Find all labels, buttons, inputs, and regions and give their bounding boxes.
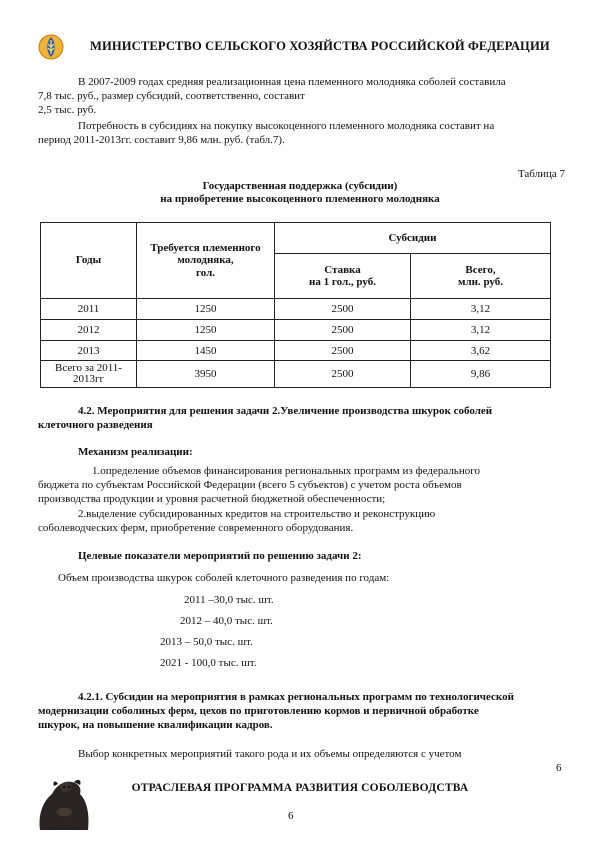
cell-rate: 2500 <box>275 320 411 341</box>
table-row <box>41 320 551 341</box>
mechanism-title: Механизм реализации: <box>78 446 193 458</box>
table-title: Государственная поддержка (субсидии) <box>202 180 398 192</box>
ministry-emblem-icon <box>38 34 64 60</box>
header-required: Требуется племенного молодняка, гол. <box>137 223 275 299</box>
header-subsidies: Субсидии <box>275 223 551 254</box>
target-item: 2012 – 40,0 тыс. шт. <box>180 615 273 627</box>
cell-rate: 2500 <box>275 299 411 320</box>
body-text: Выбор конкретных мероприятий такого рода и их объемы определяются с учетом <box>78 748 462 760</box>
ministry-title: МИНИСТЕРСТВО СЕЛЬСКОГО ХОЗЯЙСТВА РОССИЙСКОЙ ФЕДЕРАЦИИ <box>90 39 550 53</box>
mechanism-item: бюджета по субъектам Российской Федерации (всего 5 субъектов) с учетом роста объемов <box>38 479 462 491</box>
intro-line: В 2007-2009 годах средняя реализационная цена племенного молодняка соболей составила <box>78 76 506 88</box>
target-item: 2013 – 50,0 тыс. шт. <box>160 636 253 648</box>
cell-required: 1450 <box>137 341 275 361</box>
mechanism-item: 2.выделение субсидированных кредитов на строительство и реконструкцию <box>78 508 436 520</box>
mechanism-item: производства продукции и уровня расчетной бюджетной обеспеченности; <box>38 493 386 505</box>
intro-line: Потребность в субсидиях на покупку высокоценного племенного молодняка составит на <box>78 120 495 132</box>
page-number: 6 <box>556 762 562 774</box>
section-heading: клеточного разведения <box>38 419 153 431</box>
section-heading: 4.2. Мероприятия для решения задачи 2.Увеличение производства шкурок соболей <box>78 405 493 417</box>
cell-total: 3,12 <box>411 320 551 341</box>
cell-rate-total: 2500 <box>275 361 411 388</box>
mechanism-item: 1.определение объемов финансирования региональных программ из федерального <box>92 465 480 477</box>
table-row <box>41 341 551 361</box>
section-heading: шкурок, на повышение квалификации кадров. <box>38 719 273 731</box>
cell-required-total: 3950 <box>137 361 275 388</box>
cell-total-sum: 9,86 <box>411 361 551 388</box>
targets-intro: Объем производства шкурок соболей клеточного разведения по годам: <box>58 572 390 584</box>
table-row <box>41 299 551 320</box>
target-item: 2021 - 100,0 тыс. шт. <box>160 657 257 669</box>
cell-total: 3,12 <box>411 299 551 320</box>
table-subtitle: на приобретение высокоценного племенного молодняка <box>160 193 440 205</box>
section-heading: 4.2.1. Субсидии на мероприятия в рамках региональных программ по технологической <box>78 691 514 703</box>
subsidy-table <box>40 222 551 388</box>
targets-title: Целевые показатели мероприятий по решению задачи 2: <box>78 550 362 562</box>
cell-required: 1250 <box>137 320 275 341</box>
table-label: Таблица 7 <box>517 168 565 180</box>
target-item: 2011 –30,0 тыс. шт. <box>184 594 274 606</box>
intro-line: 7,8 тыс. руб., размер субсидий, соответственно, составит <box>38 90 305 102</box>
cell-year-total: Всего за 2011- 2013гг <box>41 361 137 388</box>
page-number-bottom: 6 <box>288 810 294 822</box>
cell-year: 2012 <box>41 320 137 341</box>
mechanism-item: соболеводческих ферм, приобретение современного оборудования. <box>38 522 354 534</box>
section-heading: модернизации соболиных ферм, цехов по приготовлению кормов и первичной обработке <box>38 705 479 717</box>
intro-line: 2,5 тыс. руб. <box>38 104 97 116</box>
cell-required: 1250 <box>137 299 275 320</box>
intro-line: период 2011-2013гг. составит 9,86 млн. руб. (табл.7). <box>38 134 285 146</box>
header-rate: Ставка на 1 гол., руб. <box>275 254 411 299</box>
header-total: Всего, млн. руб. <box>411 254 551 299</box>
cell-total: 3,62 <box>411 341 551 361</box>
cell-rate: 2500 <box>275 341 411 361</box>
cell-year: 2013 <box>41 341 137 361</box>
cell-year: 2011 <box>41 299 137 320</box>
header-years: Годы <box>41 223 137 299</box>
footer-program-title: ОТРАСЛЕВАЯ ПРОГРАММА РАЗВИТИЯ СОБОЛЕВОДСТВА <box>131 782 469 794</box>
table-total-row <box>41 361 551 388</box>
